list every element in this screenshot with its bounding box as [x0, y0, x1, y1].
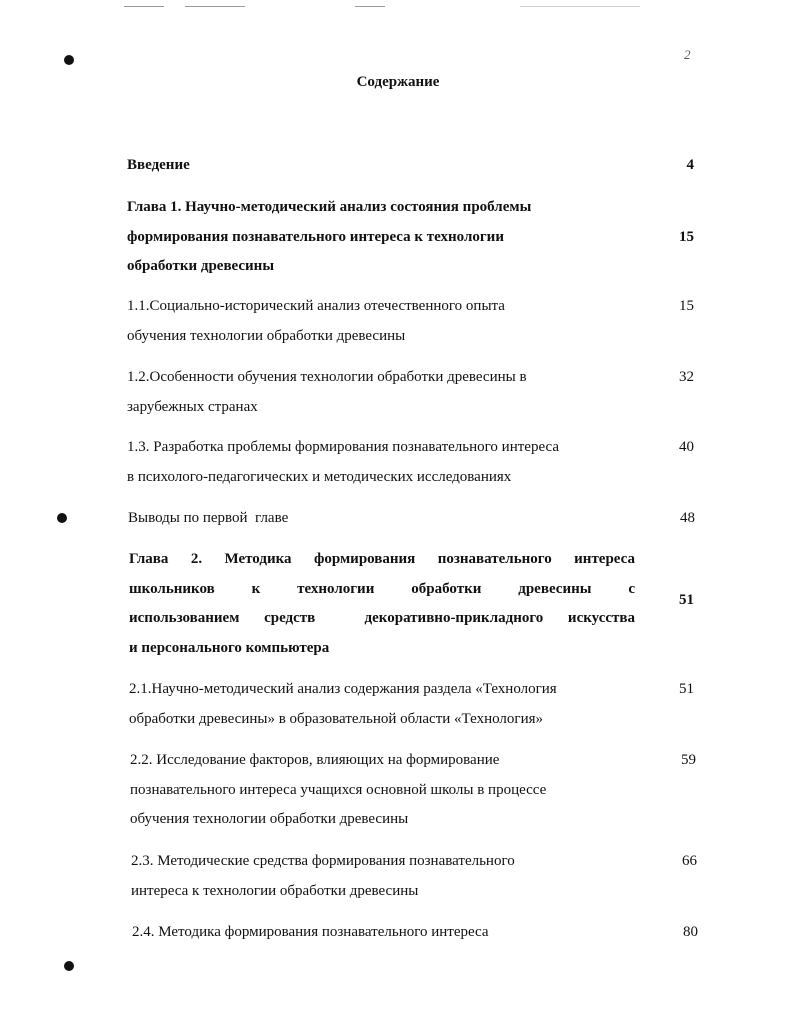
- toc-entry-title-line: школьников к технологии обработки древесины с: [129, 580, 635, 597]
- toc-entry-title-line: 1.3. Разработка проблемы формирования познавательного интереса: [127, 439, 559, 455]
- toc-entry-title-line: Глава 2. Методика формирования познавательного интереса: [129, 551, 635, 567]
- scan-artifact-line: [185, 6, 245, 7]
- toc-entry-title-line: 1.2.Особенности обучения технологии обработки древесины в: [127, 369, 527, 385]
- toc-entry-title-line: Глава 1. Научно-методический анализ состояния проблемы: [127, 199, 532, 215]
- toc-entry-title-line: обработки древесины: [127, 258, 275, 274]
- toc-entry-title-line: 1.1.Социально-исторический анализ отечественного опыта: [127, 298, 505, 314]
- toc-entry-section-2-1[interactable]: [129, 675, 696, 734]
- toc-entry-chapter-1[interactable]: [127, 193, 694, 282]
- toc-entry-title: Выводы по первой главе: [128, 510, 289, 526]
- toc-entry-title-line: обучения технологии обработки древесины: [130, 811, 409, 827]
- toc-entry-title: 2.4. Методика формирования познавательного интереса: [132, 924, 489, 940]
- toc-entry-page: 15: [679, 229, 694, 245]
- toc-entry-title-line: 2.2. Исследование факторов, влияющих на формирование: [130, 752, 500, 768]
- toc-entry-introduction[interactable]: [127, 151, 694, 181]
- page-number: 2: [684, 47, 691, 62]
- toc-entry-conclusions-1[interactable]: [128, 504, 695, 534]
- toc-entry-page: 51: [679, 592, 694, 608]
- punch-hole-mark: [64, 55, 74, 65]
- toc-entry-section-1-1[interactable]: [127, 292, 694, 351]
- toc-entry-page: 15: [679, 298, 694, 314]
- toc-entry-page: 40: [679, 439, 694, 455]
- toc-entry-title-line: использованием средств декоративно-прикладного искусства: [129, 610, 635, 626]
- toc-entry-title-line: формирования познавательного интереса к технологии: [127, 228, 504, 245]
- toc-entry-title-line: обучения технологии обработки древесины: [127, 327, 406, 344]
- toc-entry-page: 66: [682, 853, 697, 869]
- toc-entry-title-line: зарубежных странах: [127, 398, 258, 415]
- punch-hole-mark: [64, 961, 74, 971]
- toc-entry-title-line: 2.3. Методические средства формирования познавательного: [131, 853, 515, 869]
- toc-entry-title-line: 2.1.Научно-методический анализ содержания раздела «Технология: [129, 681, 557, 697]
- toc-entry-section-1-2[interactable]: [127, 363, 694, 422]
- toc-entry-title-line: обработки древесины» в образовательной области «Технология»: [129, 710, 543, 727]
- toc-entry-page: 48: [680, 510, 695, 526]
- toc-entry-page: 80: [683, 924, 698, 940]
- toc-entry-title-line: в психолого-педагогических и методических исследованиях: [127, 468, 512, 485]
- toc-entry-section-2-4[interactable]: [132, 918, 699, 948]
- toc-entry-page: 32: [679, 369, 694, 385]
- toc-entry-title-line: познавательного интереса учащихся основной школы в процессе: [130, 781, 547, 798]
- toc-entry-chapter-2[interactable]: [129, 545, 696, 663]
- toc-entry-title-line: интереса к технологии обработки древесины: [131, 882, 419, 899]
- toc-entry-section-2-3[interactable]: [131, 847, 698, 906]
- scan-artifact-line: [355, 6, 385, 7]
- punch-hole-mark: [57, 513, 67, 523]
- toc-entry-title: Введение: [127, 157, 190, 173]
- scan-artifact-line: [124, 6, 164, 7]
- toc-entry-section-1-3[interactable]: [127, 433, 694, 492]
- toc-entry-page: 4: [686, 157, 694, 173]
- toc-entry-section-2-2[interactable]: [130, 746, 697, 835]
- page-title: Содержание: [356, 74, 440, 90]
- toc-entry-page: 51: [679, 681, 694, 697]
- toc-entry-title-line: и персонального компьютера: [129, 639, 330, 656]
- toc-entry-page: 59: [681, 752, 696, 768]
- scan-artifact-line: [520, 6, 640, 7]
